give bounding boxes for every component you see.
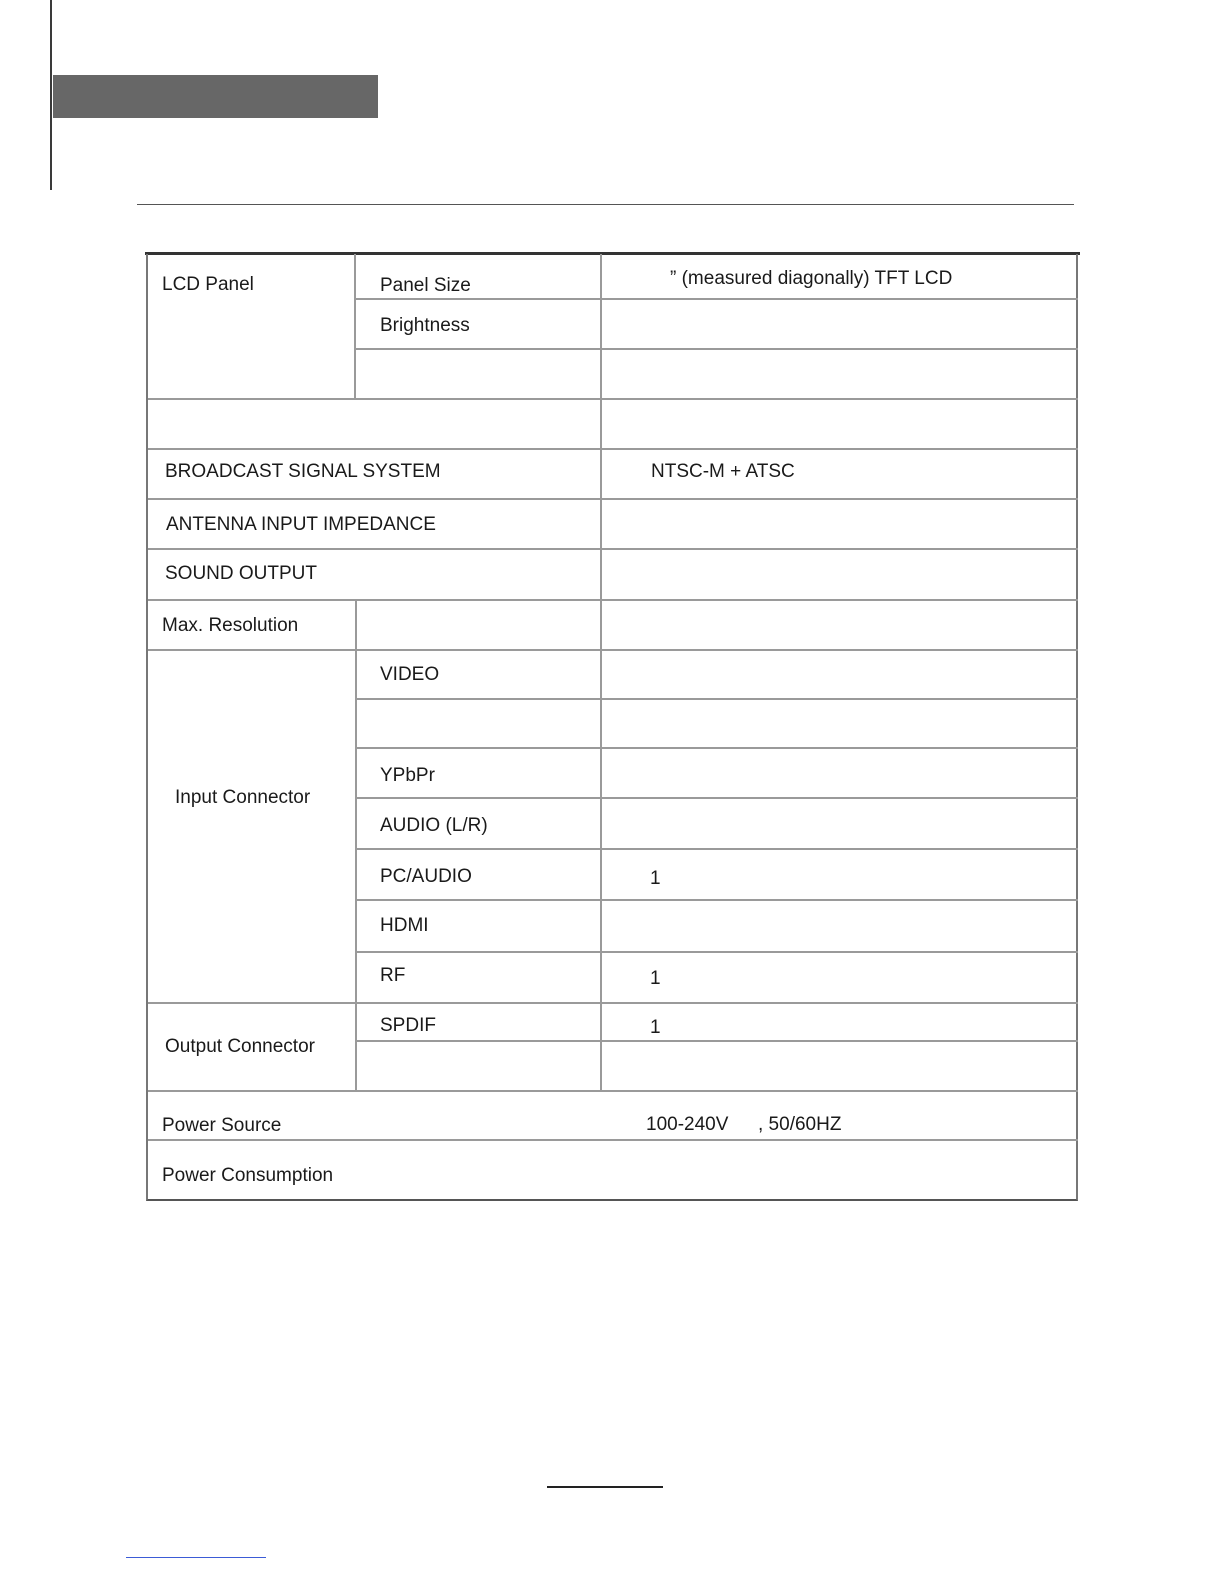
row-divider bbox=[148, 448, 1078, 450]
video-label: VIDEO bbox=[380, 664, 440, 685]
page-number-rule bbox=[547, 1486, 663, 1488]
specifications-table bbox=[146, 254, 1078, 1201]
panel-size-value: ” (measured diagonally) TFT LCD bbox=[670, 268, 953, 289]
left-margin-rule bbox=[50, 0, 52, 190]
section-header-band bbox=[53, 75, 378, 118]
hdmi-label: HDMI bbox=[380, 915, 429, 936]
column-divider bbox=[354, 254, 356, 398]
spdif-label: SPDIF bbox=[380, 1015, 436, 1036]
row-divider bbox=[357, 698, 1078, 700]
pc-audio-label: PC/AUDIO bbox=[380, 866, 472, 887]
row-divider bbox=[357, 848, 1078, 850]
pc-audio-value: 1 bbox=[650, 868, 661, 889]
row-divider bbox=[357, 797, 1078, 799]
column-divider bbox=[600, 254, 602, 1090]
row-divider bbox=[148, 1090, 1078, 1092]
row-divider bbox=[148, 599, 1078, 601]
input-connector-label: Input Connector bbox=[175, 787, 311, 808]
audio-lr-label: AUDIO (L/R) bbox=[380, 815, 488, 836]
sound-output-label: SOUND OUTPUT bbox=[165, 563, 317, 584]
power-source-label: Power Source bbox=[162, 1115, 282, 1136]
row-divider bbox=[148, 398, 1078, 400]
spdif-value: 1 bbox=[650, 1017, 661, 1038]
rf-value: 1 bbox=[650, 968, 661, 989]
brightness-label: Brightness bbox=[380, 315, 470, 336]
antenna-impedance-label: ANTENNA INPUT IMPEDANCE bbox=[166, 514, 436, 535]
row-divider bbox=[357, 899, 1078, 901]
row-divider bbox=[357, 951, 1078, 953]
ypbpr-label: YPbPr bbox=[380, 765, 435, 786]
power-source-voltage: 100-240V bbox=[646, 1114, 729, 1135]
broadcast-signal-label: BROADCAST SIGNAL SYSTEM bbox=[165, 461, 441, 482]
broadcast-signal-value: NTSC-M + ATSC bbox=[651, 461, 795, 482]
panel-size-label: Panel Size bbox=[380, 275, 471, 296]
power-source-frequency: , 50/60HZ bbox=[758, 1114, 842, 1135]
row-divider bbox=[356, 348, 1078, 350]
lcd-panel-label: LCD Panel bbox=[162, 274, 254, 295]
row-divider bbox=[356, 298, 1078, 300]
row-divider bbox=[148, 649, 1078, 651]
row-divider bbox=[148, 498, 1078, 500]
row-divider bbox=[148, 1002, 1078, 1004]
title-underline bbox=[137, 204, 1074, 205]
footer-link-underline bbox=[126, 1557, 266, 1558]
row-divider bbox=[357, 747, 1078, 749]
rf-label: RF bbox=[380, 965, 406, 986]
row-divider bbox=[148, 548, 1078, 550]
row-divider bbox=[357, 1040, 1078, 1042]
power-consumption-label: Power Consumption bbox=[162, 1165, 334, 1186]
output-connector-label: Output Connector bbox=[165, 1036, 315, 1057]
max-resolution-label: Max. Resolution bbox=[162, 615, 299, 636]
row-divider bbox=[148, 1139, 1078, 1141]
column-divider bbox=[355, 599, 357, 1090]
